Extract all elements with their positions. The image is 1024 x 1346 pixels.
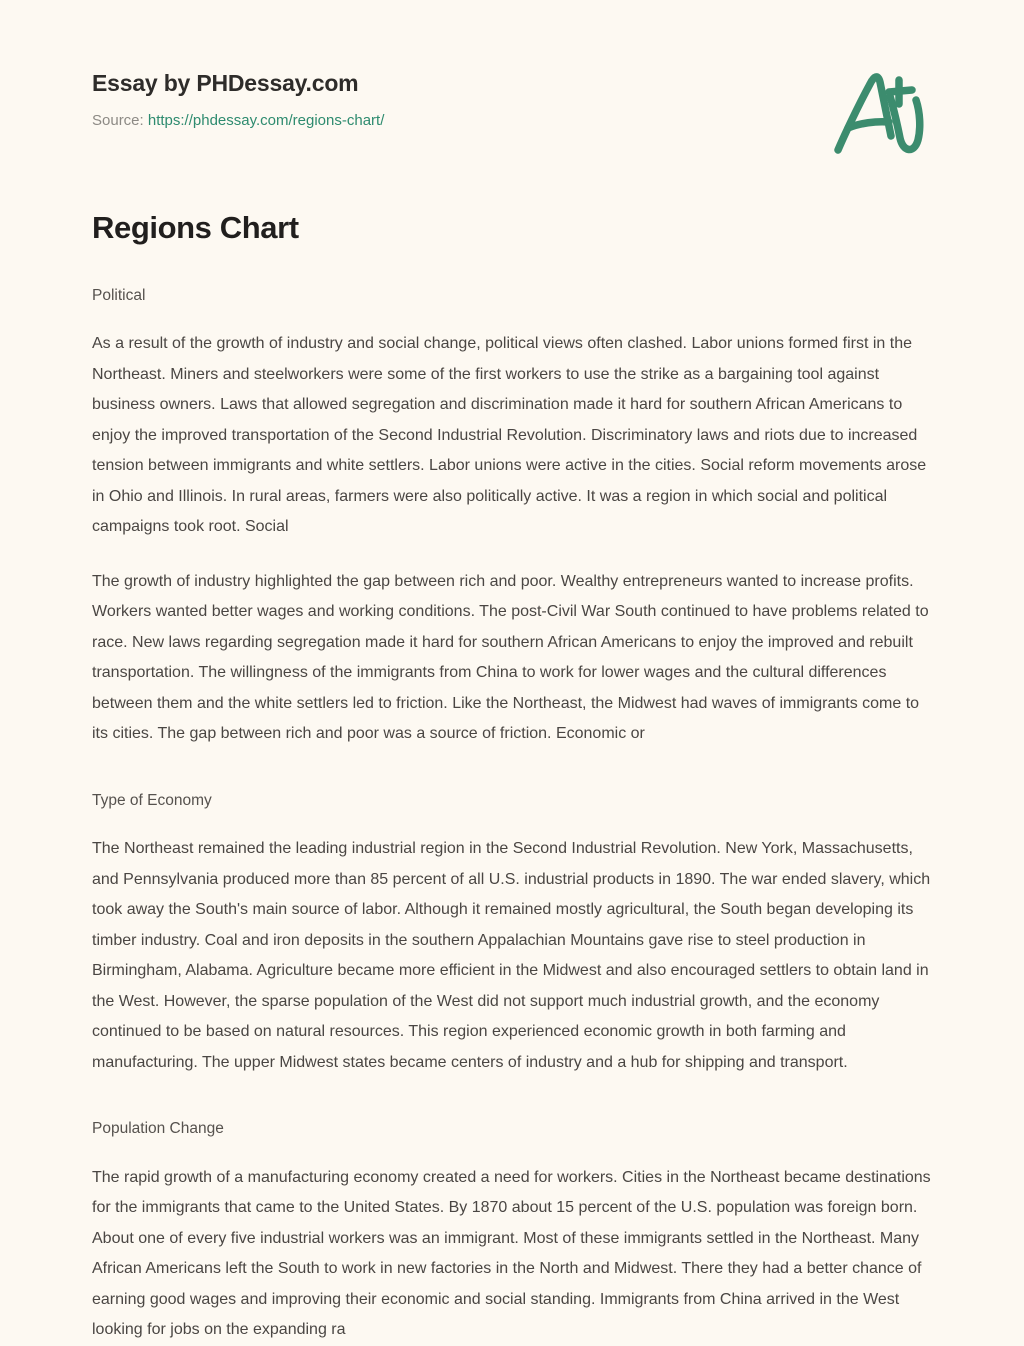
source-url-link[interactable]: https://phdessay.com/regions-chart/ xyxy=(147,111,385,129)
paragraph: The growth of industry highlighted the gap between rich and poor. Wealthy entrepreneurs wanted to increase profits. Workers wanted better wages and working conditions. The post-Civil War South continued to have problems related to race. New laws regarding segregation made it hard for southern African Americans to enjoy the improved and rebuilt transportation. The willingness of the immigrants from China to work for lower wages and the cultural differences between them and the white settlers led to friction. Like the Northeast, the Midwest had waves of immigrants come to its cities. The gap between rich and poor was a source of friction. Economic or xyxy=(92,572,929,743)
page-title: Regions Chart xyxy=(92,210,299,245)
section-population-change xyxy=(92,1118,932,1345)
paragraph: The Northeast remained the leading industrial region in the Second Industrial Revolution. New York, Massachusetts, and Pennsylvania produced more than 85 percent of all U.S. industrial products in 1890. The war ended slavery, which took away the South's main source of labor. Although it remained mostly agricultural, the South began developing its timber industry. Coal and iron deposits in the southern Appalachian Mountains gave rise to steel production in Birmingham, Alabama. Agriculture became more efficient in the Midwest and also encouraged settlers to obtain land in the West. However, the sparse population of the West did not support much industrial growth, and the economy continued to be based on natural resources. This region experienced economic growth in both farming and manufacturing. The upper Midwest states became centers of industry and a hub for shipping and transport. xyxy=(92,840,931,1071)
document-header xyxy=(92,0,932,129)
section-political xyxy=(92,285,932,750)
source-label: Source: xyxy=(92,111,144,129)
paragraph: As a result of the growth of industry and social change, political views often clashed. Labor unions formed first in the Northeast. Miners and steelworkers were some of the first workers to use the strike as a bargaining tool against business owners. Laws that allowed segregation and discrimination made it hard for southern African Americans to enjoy the improved transportation of the Second Industrial Revolution. Discriminatory laws and riots due to increased tension between immigrants and white settlers. Labor unions were active in the cities. Social reform movements arose in Ohio and Illinois. In rural areas, farmers were also politically active. It was a region in which social and political campaigns took root. Social xyxy=(92,335,927,536)
source-line xyxy=(92,112,932,130)
a-plus-logo xyxy=(820,62,932,162)
paragraph: The rapid growth of a manufacturing economy created a need for workers. Cities in the Northeast became destinations for the immigrants that came to the United States. By 1870 about 15 percent of the U.S. population was foreign born. About one of every five industrial workers was an immigrant. Most of these immigrants settled in the Northeast. Many African Americans left the South to work in new factories in the North and Midwest. There they had a better chance of earning good wages and improving their economic and social standing. Immigrants from China arrived in the West looking for jobs on the expanding ra xyxy=(92,1168,931,1339)
section-heading: Population Change xyxy=(92,1120,224,1138)
section-type-of-economy xyxy=(92,790,932,1078)
section-heading: Political xyxy=(92,286,146,304)
section-heading: Type of Economy xyxy=(92,791,212,809)
byline: Essay by PHDessay.com xyxy=(92,70,359,96)
document-body xyxy=(92,246,932,1346)
